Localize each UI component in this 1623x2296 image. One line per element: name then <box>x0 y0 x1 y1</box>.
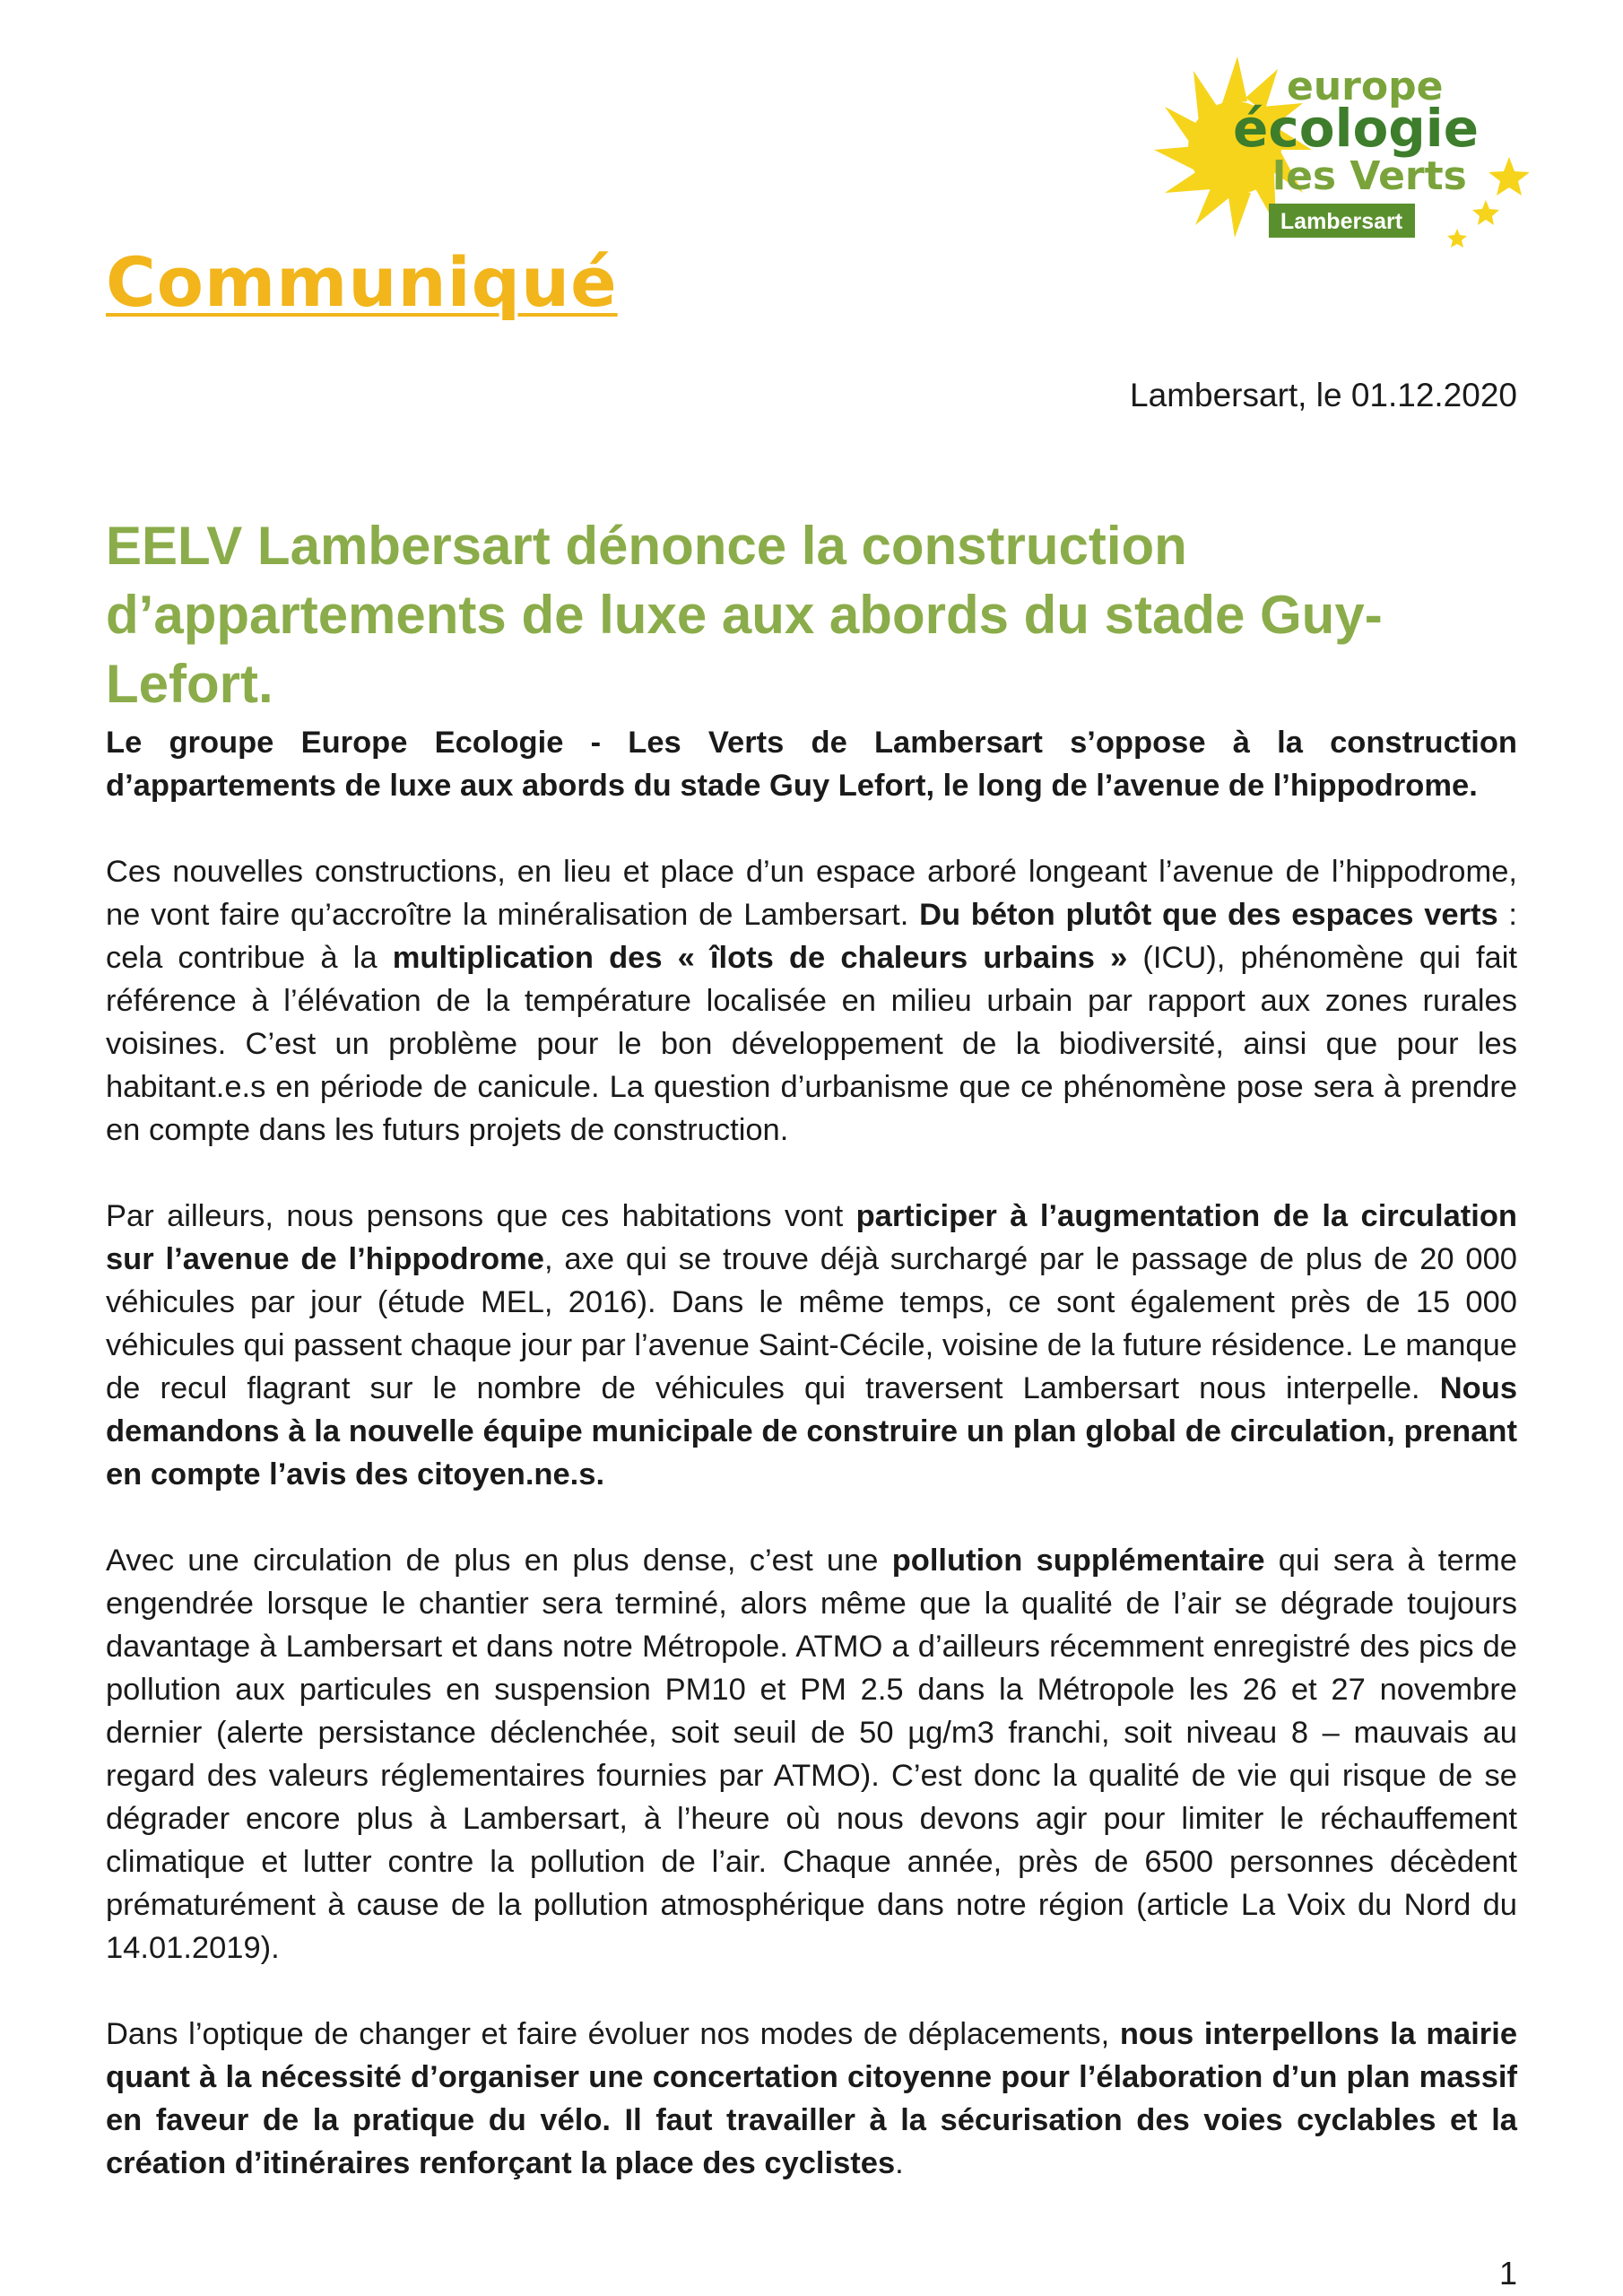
text-run: Dans l’optique de changer et faire évoluer nos modes de déplacements, <box>106 2017 1120 2051</box>
paragraph-intro <box>106 721 1517 807</box>
communique-heading: Communiqué <box>106 242 618 322</box>
text-run: , axe qui se trouve déjà surchargé par le passage de plus de 20 000 véhicules par jour (étude MEL, 2016). Dans le même temps, ce sont également près de 15 000 véhicules qui passent chaque jour par l’avenue Saint-Cécile, voisine de la future résidence. Le manque de recul flagrant sur le nombre de véhicules qui traversent Lambersart nous interpelle. <box>106 1242 1517 1405</box>
text-run: : cela contribue à la <box>106 898 1518 975</box>
logo-badge-text: Lambersart <box>1280 209 1403 234</box>
page-number: 1 <box>1498 2255 1517 2292</box>
paragraph-mineralisation <box>106 850 1517 1152</box>
title-line-1: EELV Lambersart dénonce la construction <box>106 516 1187 576</box>
press-release-title <box>106 511 1523 718</box>
press-release-body <box>106 721 1517 2228</box>
bold-text: Nous demandons à la nouvelle équipe municipale de construire un plan global de circulation, prenant en compte l’avis des citoyen.ne.s. <box>106 1371 1517 1492</box>
paragraph-pollution <box>106 1539 1517 1970</box>
text-run: . <box>895 2146 904 2180</box>
text-run: Par ailleurs, nous pensons que ces habitations vont <box>106 1199 856 1233</box>
bold-text: Le groupe Europe Ecologie - Les Verts de Lambersart s’oppose à la construction d’appartements de luxe aux abords du stade Guy Lefort, le long de l’avenue de l’hippodrome. <box>106 726 1517 803</box>
dateline: Lambersart, le 01.12.2020 <box>1130 377 1517 413</box>
bold-text: Du béton plutôt que des espaces verts <box>919 898 1498 932</box>
text-run: qui sera à terme engendrée lorsque le chantier sera terminé, alors même que la qualité de l’air se dégrade toujours davantage à Lambersart et dans notre Métropole. ATMO a d’ailleurs récemment enregistré des pics de pollution aux particules en suspension PM10 et PM 2.5 dans la Métropole les 26 et 27 novembre dernier (alerte persistance déclenchée, soit seuil de 50 µg/m3 franchi, soit niveau 8 – mauvais au regard des valeurs réglementaires fournies par ATMO). C’est donc la qualité de vie qui risque de se dégrader encore plus à Lambersart, à l’heure où nous devons agir pour limiter le réchauffement climatique et lutter contre la pollution de l’air. Chaque année, près de 6500 personnes décèdent prématurément à cause de la pollution atmosphérique dans notre région (article La Voix du Nord du 14.01.2019). <box>106 1544 1517 1965</box>
text-run: Avec une circulation de plus en plus dense, c’est une <box>106 1544 892 1578</box>
text-run: (ICU), phénomène qui fait référence à l’élévation de la température localisée en milieu urbain par rapport aux zones rurales voisines. C’est un problème pour le bon développement de la biodiversité, ainsi que pour les habitant.e.s en période de canicule. La question d’urbanisme que ce phénomène pose sera à prendre en compte dans les futurs projets de construction. <box>106 941 1517 1147</box>
bold-text: participer à l’augmentation de la circulation sur l’avenue de l’hippodrome <box>106 1199 1517 1276</box>
logo-line-europe: europe <box>1287 64 1444 109</box>
bold-text: nous interpellons la mairie quant à la nécessité d’organiser une concertation citoyenne pour l’élaboration d’un plan massif en faveur de la pratique du vélo. Il faut travailler à la sécurisation des voies cyclables et la création d’itinéraires renforçant la place des cyclistes <box>106 2017 1518 2180</box>
eelv-lambersart-logo <box>1152 49 1529 251</box>
logo-line-ecologie: écologie <box>1233 98 1480 159</box>
bold-text: pollution supplémentaire <box>891 1544 1265 1578</box>
paragraph-velo <box>106 2013 1517 2185</box>
paragraph-circulation <box>106 1195 1517 1496</box>
logo-line-les-verts: les Verts <box>1272 153 1467 199</box>
title-line-2: d’appartements de luxe aux abords du stade Guy-Lefort. <box>106 585 1383 714</box>
text-run: Ces nouvelles constructions, en lieu et place d’un espace arboré longeant l’avenue de l’hippodrome, ne vont faire qu’accroître la minéralisation de Lambersart. <box>106 855 1517 932</box>
bold-text: multiplication des « îlots de chaleurs urbains » <box>392 941 1128 975</box>
